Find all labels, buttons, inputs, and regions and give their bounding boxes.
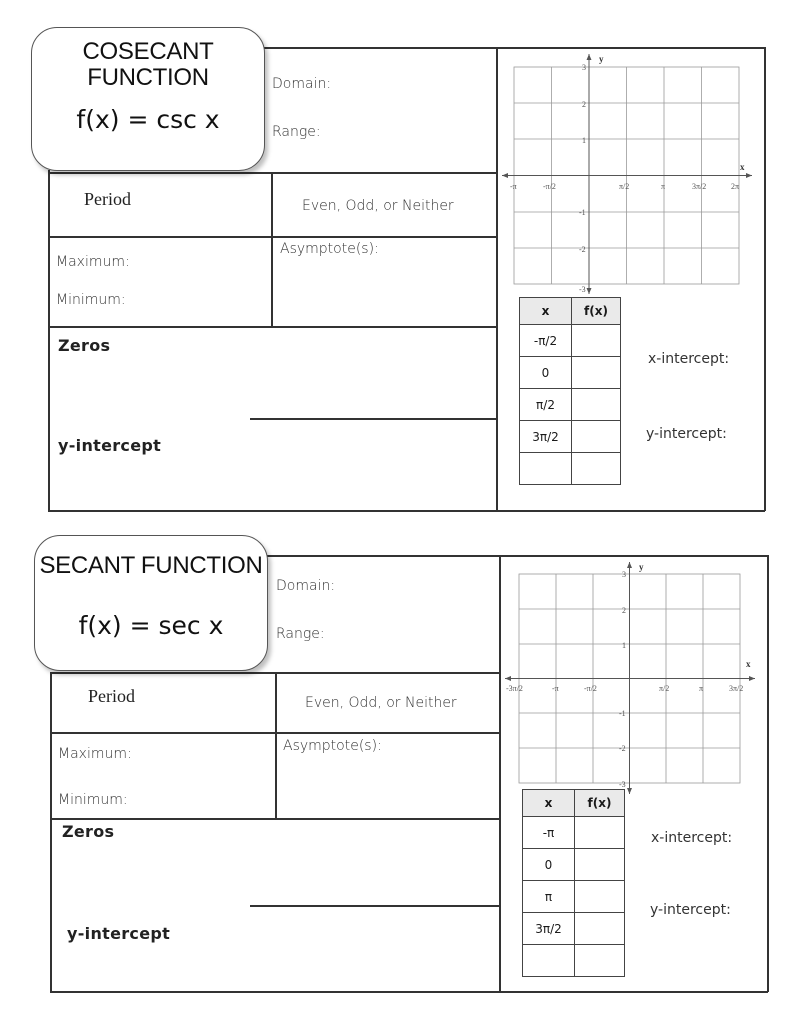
parity-label: Even, Odd, or Neither xyxy=(302,198,454,214)
y-tick-label: -1 xyxy=(619,709,626,718)
table-cell-fx[interactable] xyxy=(575,913,625,945)
table-cell-x: 3π/2 xyxy=(523,913,575,945)
period-label: Period xyxy=(88,686,135,706)
coordinate-grid xyxy=(505,560,763,796)
range-label: Range: xyxy=(272,124,321,140)
table-cell-fx[interactable] xyxy=(572,389,621,421)
domain-label: Domain: xyxy=(276,578,336,594)
x-tick-label: π xyxy=(699,684,704,693)
table-row xyxy=(520,325,621,357)
y-tick-label: 1 xyxy=(582,136,586,145)
table-cell-fx[interactable] xyxy=(572,421,621,453)
table-header: f(x) xyxy=(575,790,625,817)
table-cell-fx[interactable] xyxy=(575,849,625,881)
table-row xyxy=(523,945,625,977)
y-tick-label: 2 xyxy=(582,100,586,109)
range-label: Range: xyxy=(276,626,325,642)
x-tick-label: π/2 xyxy=(659,684,670,693)
period-label: Period xyxy=(84,189,131,209)
table-cell-x: π/2 xyxy=(520,389,572,421)
y-tick-label: 3 xyxy=(622,570,626,579)
value-table xyxy=(519,297,621,485)
table-header: x xyxy=(520,298,572,325)
asymptote-label: Asymptote(s): xyxy=(283,738,382,754)
table-row xyxy=(523,849,625,881)
x-tick-label: -π xyxy=(552,684,559,693)
x-axis-label: x xyxy=(746,659,751,669)
table-cell-fx[interactable] xyxy=(572,325,621,357)
x-tick-label: π xyxy=(661,182,666,191)
y-tick-label: -2 xyxy=(619,744,626,753)
x-intercept-side-label: x-intercept: xyxy=(648,351,730,367)
y-tick-label: 1 xyxy=(622,641,626,650)
x-tick-label: 3π/2 xyxy=(729,684,744,693)
y-intercept-label: y-intercept xyxy=(58,436,162,455)
table-row xyxy=(523,913,625,945)
asymptote-label: Asymptote(s): xyxy=(280,241,379,257)
function-title: FUNCTION xyxy=(87,64,209,91)
y-tick-label: 2 xyxy=(622,606,626,615)
table-cell-x: -π xyxy=(523,817,575,849)
y-tick-label: -1 xyxy=(579,208,586,217)
function-formula: f(x) = csc x xyxy=(76,105,220,134)
table-cell-fx[interactable] xyxy=(575,881,625,913)
coordinate-grid xyxy=(502,52,760,294)
table-cell-x: 0 xyxy=(523,849,575,881)
table-row xyxy=(520,421,621,453)
table-cell-fx[interactable] xyxy=(572,357,621,389)
minimum-label: Minimum: xyxy=(58,792,128,808)
x-tick-label: -3π/2 xyxy=(506,684,523,693)
x-intercept-side-label: x-intercept: xyxy=(651,830,733,846)
table-row xyxy=(520,453,621,485)
x-axis-label: x xyxy=(740,162,745,172)
title-box xyxy=(31,27,265,171)
x-tick-label: -π xyxy=(510,182,517,191)
table-cell-fx[interactable] xyxy=(572,453,621,485)
table-cell-x: π xyxy=(523,881,575,913)
zeros-label: Zeros xyxy=(58,336,111,355)
maximum-label: Maximum: xyxy=(58,746,132,762)
table-header: f(x) xyxy=(572,298,621,325)
y-intercept-label: y-intercept xyxy=(67,924,171,943)
function-formula: f(x) = sec x xyxy=(78,611,224,640)
y-tick-label: -3 xyxy=(579,285,586,294)
function-title: COSECANT xyxy=(82,38,214,65)
y-intercept-side-label: y-intercept: xyxy=(646,426,727,442)
x-tick-label: 3π/2 xyxy=(692,182,707,191)
x-tick-label: -π/2 xyxy=(543,182,556,191)
zeros-label: Zeros xyxy=(62,822,115,841)
table-cell-x: 3π/2 xyxy=(520,421,572,453)
x-tick-label: π/2 xyxy=(619,182,630,191)
parity-label: Even, Odd, or Neither xyxy=(305,695,457,711)
value-table xyxy=(522,789,625,977)
minimum-label: Minimum: xyxy=(56,292,126,308)
table-cell-x[interactable] xyxy=(523,945,575,977)
x-tick-label: 2π xyxy=(731,182,740,191)
x-tick-label: -π/2 xyxy=(584,684,597,693)
function-title: SECANT FUNCTION xyxy=(39,552,263,579)
y-axis-label: y xyxy=(639,562,644,572)
table-row xyxy=(520,389,621,421)
table-cell-x: -π/2 xyxy=(520,325,572,357)
table-header: x xyxy=(523,790,575,817)
domain-label: Domain: xyxy=(272,76,332,92)
table-cell-fx[interactable] xyxy=(575,817,625,849)
y-tick-label: -3 xyxy=(619,780,626,789)
y-intercept-side-label: y-intercept: xyxy=(650,902,731,918)
table-cell-x: 0 xyxy=(520,357,572,389)
table-cell-x[interactable] xyxy=(520,453,572,485)
y-axis-label: y xyxy=(599,54,604,64)
title-box xyxy=(34,535,268,671)
y-tick-label: 3 xyxy=(582,63,586,72)
table-cell-fx[interactable] xyxy=(575,945,625,977)
table-row xyxy=(523,817,625,849)
maximum-label: Maximum: xyxy=(56,254,130,270)
y-tick-label: -2 xyxy=(579,245,586,254)
table-row xyxy=(520,357,621,389)
table-row xyxy=(523,881,625,913)
